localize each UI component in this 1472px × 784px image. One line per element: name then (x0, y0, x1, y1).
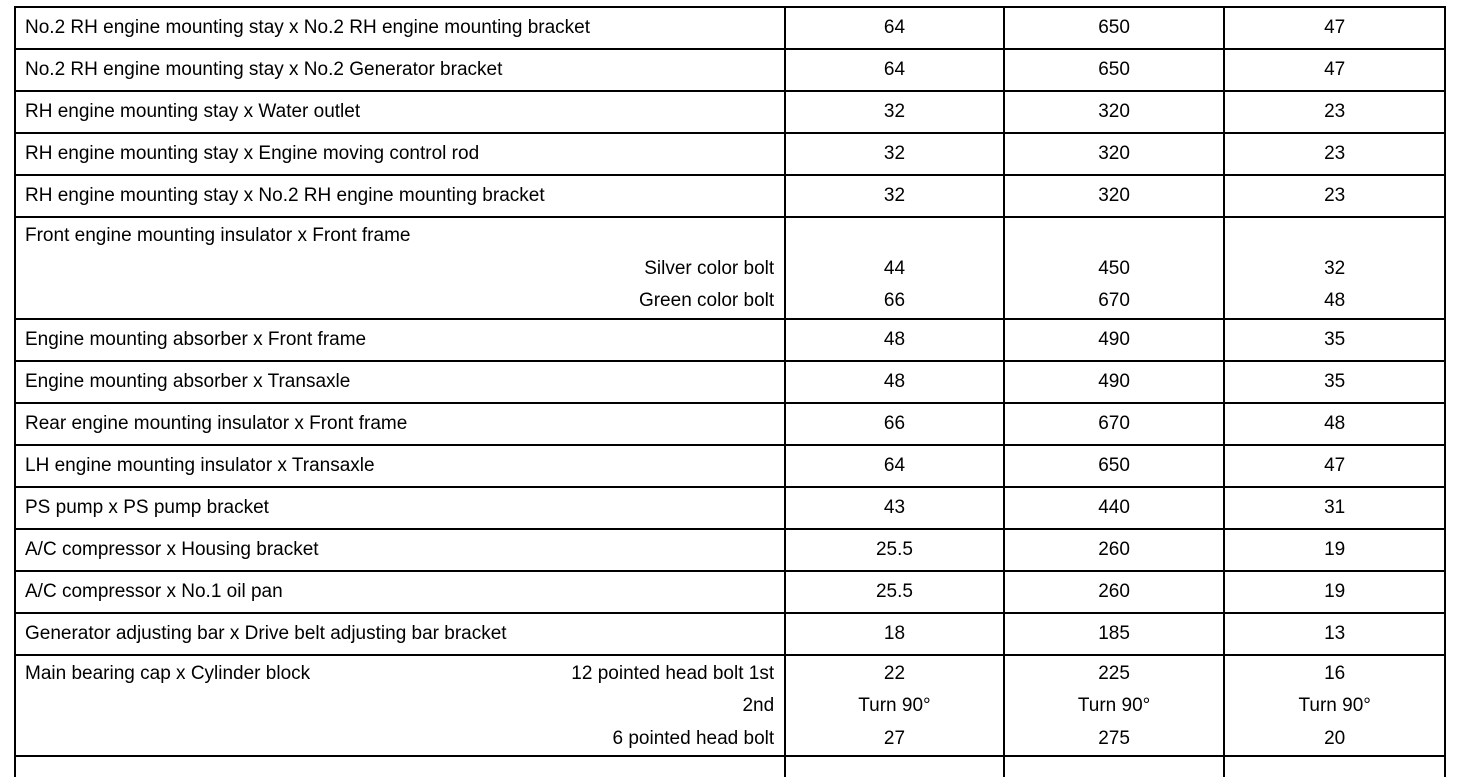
torque-nm: 25.5 (785, 529, 1004, 571)
table-row (15, 133, 1445, 175)
torque-nm: 32 (785, 175, 1004, 217)
table-row-cut-off (15, 756, 1445, 777)
torque-nm: 66 (785, 403, 1004, 445)
torque-nm: 64 (785, 445, 1004, 487)
torque-ft-lbf-cell (1224, 655, 1445, 757)
part-name: RH engine mounting stay x No.2 RH engine mounting bracket (15, 175, 785, 217)
table-row (15, 529, 1445, 571)
empty-cell (15, 756, 785, 777)
table-row (15, 175, 1445, 217)
torque-kgf-cm: 185 (1004, 613, 1225, 655)
part-name: Generator adjusting bar x Drive belt adjusting bar bracket (15, 613, 785, 655)
empty-cell (785, 756, 1004, 777)
part-name: A/C compressor x Housing bracket (15, 529, 785, 571)
torque-kgf-cm-cell (1004, 217, 1225, 319)
torque-nm: 22 (883, 662, 906, 684)
table-row (15, 91, 1445, 133)
torque-kgf-cm: 650 (1004, 49, 1225, 91)
part-name: PS pump x PS pump bracket (15, 487, 785, 529)
part-name: RH engine mounting stay x Engine moving control rod (15, 133, 785, 175)
part-name: RH engine mounting stay x Water outlet (15, 91, 785, 133)
torque-ft-lbf: 16 (1324, 662, 1346, 684)
part-name: Front engine mounting insulator x Front frame (25, 225, 411, 246)
part-name-line (25, 658, 784, 691)
torque-nm: 43 (785, 487, 1004, 529)
sub-label: Green color bolt (638, 290, 775, 311)
empty-cell (1224, 756, 1445, 777)
part-name: No.2 RH engine mounting stay x No.2 Generator bracket (15, 49, 785, 91)
torque-kgf-cm: 490 (1004, 361, 1225, 403)
torque-kgf-cm: 320 (1004, 91, 1225, 133)
torque-kgf-cm-cell (1004, 655, 1225, 757)
torque-nm: 48 (785, 319, 1004, 361)
torque-kgf-cm: 275 (1098, 727, 1130, 749)
part-name-cell (15, 655, 785, 757)
part-name: Engine mounting absorber x Transaxle (15, 361, 785, 403)
table-row (15, 613, 1445, 655)
sub-label: Silver color bolt (644, 257, 775, 279)
torque-nm: 25.5 (785, 571, 1004, 613)
torque-nm: 66 (883, 290, 906, 311)
torque-nm-cell (785, 217, 1004, 319)
torque-ft-lbf: 47 (1224, 445, 1445, 487)
table-row-main-bearing (15, 655, 1445, 757)
torque-kgf-cm: 320 (1004, 175, 1225, 217)
table-row-front-insulator (15, 217, 1445, 319)
torque-ft-lbf: 20 (1324, 727, 1346, 749)
torque-ft-lbf: 47 (1224, 49, 1445, 91)
torque-ft-lbf: Turn 90° (1298, 695, 1371, 716)
torque-ft-lbf: 23 (1224, 91, 1445, 133)
torque-kgf-cm: 670 (1004, 403, 1225, 445)
torque-spec-table (14, 6, 1446, 777)
torque-nm: 32 (785, 133, 1004, 175)
torque-nm: 27 (883, 727, 906, 749)
table-row (15, 445, 1445, 487)
part-name: LH engine mounting insulator x Transaxle (15, 445, 785, 487)
torque-kgf-cm: 260 (1004, 571, 1225, 613)
part-name: Rear engine mounting insulator x Front frame (15, 403, 785, 445)
torque-nm: 44 (883, 257, 906, 279)
torque-ft-lbf: 13 (1224, 613, 1445, 655)
torque-ft-lbf: 23 (1224, 175, 1445, 217)
part-name: Engine mounting absorber x Front frame (15, 319, 785, 361)
table-row (15, 487, 1445, 529)
torque-nm: 64 (785, 49, 1004, 91)
sub-label: 6 pointed head bolt (612, 727, 775, 749)
torque-kgf-cm: 260 (1004, 529, 1225, 571)
table-row (15, 571, 1445, 613)
empty-cell (1004, 756, 1225, 777)
torque-kgf-cm: 650 (1004, 445, 1225, 487)
torque-nm: 64 (785, 7, 1004, 49)
table-row (15, 49, 1445, 91)
part-name: No.2 RH engine mounting stay x No.2 RH engine mounting bracket (15, 7, 785, 49)
sub-label: 2nd (742, 695, 775, 716)
table-row (15, 403, 1445, 445)
torque-ft-lbf: 31 (1224, 487, 1445, 529)
torque-ft-lbf: 35 (1224, 361, 1445, 403)
torque-ft-lbf: 19 (1224, 529, 1445, 571)
torque-nm: 18 (785, 613, 1004, 655)
torque-ft-lbf: 48 (1224, 403, 1445, 445)
table-row (15, 361, 1445, 403)
torque-kgf-cm: 225 (1098, 662, 1130, 684)
torque-ft-lbf: 19 (1224, 571, 1445, 613)
torque-nm: Turn 90° (858, 695, 931, 716)
part-name-cell (15, 217, 785, 319)
torque-kgf-cm: 490 (1004, 319, 1225, 361)
sub-label: 12 pointed head bolt 1st (571, 662, 775, 684)
torque-ft-lbf-cell (1224, 217, 1445, 319)
torque-kgf-cm: 450 (1098, 257, 1130, 279)
torque-nm-cell (785, 655, 1004, 757)
torque-ft-lbf: 35 (1224, 319, 1445, 361)
torque-kgf-cm: 670 (1098, 290, 1130, 311)
torque-kgf-cm: Turn 90° (1077, 695, 1151, 716)
torque-kgf-cm: 650 (1004, 7, 1225, 49)
torque-ft-lbf: 47 (1224, 7, 1445, 49)
torque-ft-lbf: 23 (1224, 133, 1445, 175)
part-name: A/C compressor x No.1 oil pan (15, 571, 785, 613)
torque-nm: 32 (785, 91, 1004, 133)
torque-kgf-cm: 320 (1004, 133, 1225, 175)
torque-nm: 48 (785, 361, 1004, 403)
torque-ft-lbf: 32 (1324, 257, 1346, 279)
torque-ft-lbf: 48 (1324, 290, 1346, 311)
table-row (15, 319, 1445, 361)
table-row (15, 7, 1445, 49)
part-name: Main bearing cap x Cylinder block (25, 662, 311, 684)
torque-kgf-cm: 440 (1004, 487, 1225, 529)
